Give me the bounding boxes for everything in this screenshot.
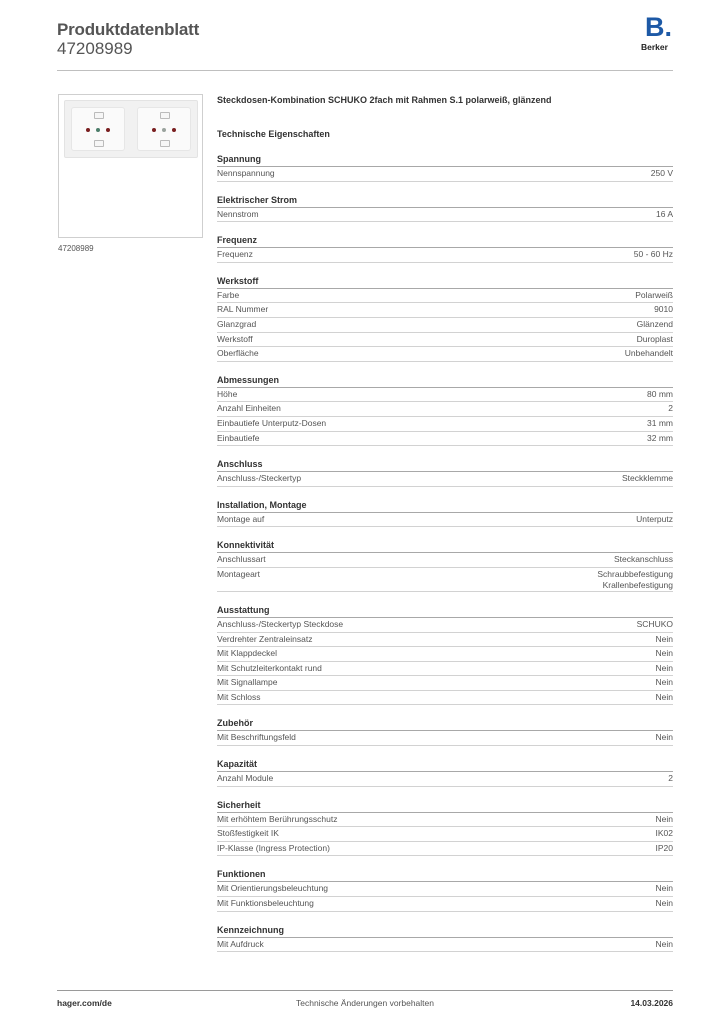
- spec-value: Nein: [655, 633, 673, 644]
- spec-value: Glänzend: [636, 318, 673, 329]
- spec-section: [217, 868, 673, 911]
- spec-row: [217, 772, 673, 787]
- spec-label: Montage auf: [217, 513, 265, 524]
- spec-section: [217, 799, 673, 857]
- spec-label: Verdrehter Zentraleinsatz: [217, 633, 313, 644]
- spec-label: Mit Schloss: [217, 691, 261, 702]
- footer-site[interactable]: hager.com/de: [57, 998, 112, 1008]
- spec-row: [217, 662, 673, 677]
- spec-row: [217, 691, 673, 706]
- spec-value: Steckanschluss: [613, 554, 673, 565]
- spec-section: [217, 458, 673, 487]
- section-title: Zubehör: [217, 717, 673, 731]
- spec-row: [217, 167, 673, 182]
- spec-row: [217, 676, 673, 691]
- spec-section: [217, 604, 673, 706]
- spec-value: Nein: [655, 813, 673, 824]
- spec-value: IK02: [655, 828, 673, 839]
- page-footer: [57, 990, 673, 1008]
- spec-value: SCHUKO: [636, 618, 673, 629]
- spec-label: Einbautiefe: [217, 432, 260, 443]
- section-title: Abmessungen: [217, 374, 673, 388]
- spec-value: Nein: [655, 677, 673, 688]
- spec-value: Unterputz: [636, 513, 673, 524]
- logo-name: Berker: [641, 42, 668, 52]
- spec-label: Mit Signallampe: [217, 677, 278, 688]
- spec-value: Nein: [655, 938, 673, 949]
- section-title: Sicherheit: [217, 799, 673, 813]
- spec-label: Mit Klappdeckel: [217, 648, 278, 659]
- socket-frame-image: [64, 100, 198, 158]
- spec-label: Anschluss-/Steckertyp Steckdose: [217, 618, 344, 629]
- spec-row: [217, 813, 673, 828]
- spec-row: [217, 647, 673, 662]
- section-title: Kapazität: [217, 758, 673, 772]
- spec-label: Glanzgrad: [217, 318, 257, 329]
- spec-value: Nein: [655, 662, 673, 673]
- spec-section: [217, 717, 673, 746]
- spec-row: [217, 347, 673, 362]
- spec-value: Duroplast: [636, 333, 673, 344]
- spec-value: 2: [668, 403, 673, 414]
- section-title: Funktionen: [217, 868, 673, 882]
- spec-value: IP20: [655, 842, 673, 853]
- spec-row: [217, 897, 673, 912]
- section-title: Spannung: [217, 153, 673, 167]
- footer-note: Technische Änderungen vorbehalten: [296, 998, 434, 1008]
- spec-row: [217, 513, 673, 528]
- spec-value: 32 mm: [647, 432, 673, 443]
- spec-label: Werkstoff: [217, 333, 253, 344]
- product-number: 47208989: [57, 39, 133, 58]
- spec-label: Mit Aufdruck: [217, 938, 264, 949]
- spec-section: [217, 924, 673, 953]
- section-title: Ausstattung: [217, 604, 673, 618]
- spec-value: 16 A: [655, 208, 673, 219]
- spec-value: Schraubbefestigung Krallenbefestigung: [597, 568, 673, 590]
- spec-row: [217, 333, 673, 348]
- product-image: [58, 94, 203, 238]
- spec-row: [217, 388, 673, 403]
- socket-right-image: [137, 107, 191, 151]
- spec-label: Anschlussart: [217, 554, 266, 565]
- spec-label: Nennstrom: [217, 208, 259, 219]
- spec-label: Stoßfestigkeit IK: [217, 828, 279, 839]
- footer-date: 14.03.2026: [630, 998, 673, 1008]
- spec-row: [217, 303, 673, 318]
- spec-row: [217, 402, 673, 417]
- spec-sections: [217, 153, 673, 952]
- spec-row: [217, 938, 673, 953]
- spec-section: [217, 194, 673, 223]
- spec-section: [217, 275, 673, 362]
- section-title: Konnektivität: [217, 539, 673, 553]
- berker-logo: [641, 12, 673, 55]
- spec-value: Nein: [655, 648, 673, 659]
- spec-value: 250 V: [650, 168, 673, 178]
- spec-value: Polarweiß: [635, 289, 673, 300]
- spec-label: Frequenz: [217, 249, 253, 260]
- spec-value: 9010: [654, 304, 673, 315]
- spec-row: [217, 731, 673, 746]
- spec-row: [217, 432, 673, 447]
- spec-value: 2: [668, 773, 673, 784]
- spec-row: [217, 208, 673, 223]
- spec-section: [217, 234, 673, 263]
- spec-value: 50 - 60 Hz: [633, 249, 673, 260]
- spec-label: Mit erhöhtem Berührungsschutz: [217, 813, 338, 824]
- socket-left-image: [71, 107, 125, 151]
- section-title: Frequenz: [217, 234, 673, 248]
- spec-value: Nein: [655, 691, 673, 702]
- spec-value: Nein: [655, 732, 673, 743]
- spec-label: Oberfläche: [217, 348, 259, 359]
- spec-section: [217, 758, 673, 787]
- spec-row: [217, 289, 673, 304]
- spec-row: [217, 568, 673, 592]
- spec-section: [217, 539, 673, 592]
- image-caption: 47208989: [58, 244, 94, 253]
- spec-row: [217, 553, 673, 568]
- spec-row: [217, 417, 673, 432]
- spec-label: Mit Beschriftungsfeld: [217, 732, 296, 743]
- spec-value: Nein: [655, 898, 673, 909]
- spec-row: [217, 318, 673, 333]
- spec-label: Mit Orientierungsbeleuchtung: [217, 883, 329, 894]
- spec-section: [217, 374, 673, 446]
- spec-label: Einbautiefe Unterputz-Dosen: [217, 417, 327, 428]
- spec-value: 31 mm: [647, 417, 673, 428]
- spec-label: Nennspannung: [217, 168, 275, 178]
- spec-row: [217, 248, 673, 263]
- spec-label: Höhe: [217, 388, 238, 399]
- spec-label: Anschluss-/Steckertyp: [217, 473, 302, 484]
- spec-row: [217, 827, 673, 842]
- spec-section: [217, 499, 673, 528]
- section-title: Installation, Montage: [217, 499, 673, 513]
- spec-value: Nein: [655, 883, 673, 894]
- spec-row: [217, 842, 673, 857]
- spec-content: [217, 95, 673, 952]
- spec-row: [217, 633, 673, 648]
- product-title: Steckdosen-Kombination SCHUKO 2fach mit Rahmen S.1 polarweiß, glänzend: [217, 95, 552, 105]
- spec-label: Mit Funktionsbeleuchtung: [217, 898, 314, 909]
- spec-value: 80 mm: [647, 388, 673, 399]
- spec-value: Unbehandelt: [624, 348, 673, 359]
- section-title: Werkstoff: [217, 275, 673, 289]
- spec-label: Montageart: [217, 568, 260, 579]
- section-title: Elektrischer Strom: [217, 194, 673, 208]
- spec-row: [217, 618, 673, 633]
- spec-label: Farbe: [217, 289, 240, 300]
- section-title: Anschluss: [217, 458, 673, 472]
- logo-letter: B.: [645, 12, 672, 42]
- page-header: [57, 12, 673, 71]
- spec-label: Anzahl Einheiten: [217, 403, 281, 414]
- tech-properties-title: Technische Eigenschaften: [217, 129, 330, 139]
- spec-label: Anzahl Module: [217, 773, 274, 784]
- spec-section: [217, 153, 673, 182]
- spec-label: IP-Klasse (Ingress Protection): [217, 842, 330, 853]
- spec-value: Steckklemme: [621, 473, 673, 484]
- spec-label: RAL Nummer: [217, 304, 269, 315]
- spec-row: [217, 472, 673, 487]
- page-title: Produktdatenblatt: [57, 20, 200, 39]
- section-title: Kennzeichnung: [217, 924, 673, 938]
- spec-row: [217, 882, 673, 897]
- spec-label: Mit Schutzleiterkontakt rund: [217, 662, 322, 673]
